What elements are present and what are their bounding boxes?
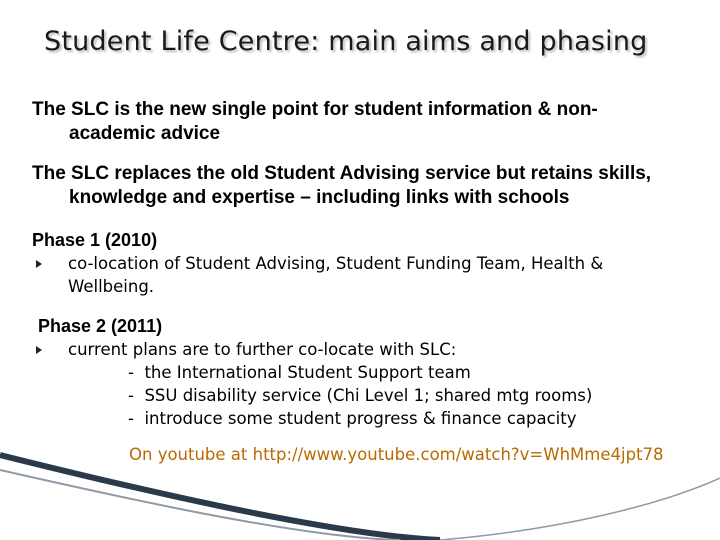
aim-1-line-2: academic advice [69, 123, 221, 144]
phase-1-heading: Phase 1 (2010) [32, 230, 158, 250]
slide-title: Student Life Centre: main aims and phasing [44, 26, 648, 57]
phase-1-bullet-line-1: co-location of Student Advising, Student Funding Team, Health & [68, 254, 604, 273]
phase-2-sub-item: - SSU disability service (Chi Level 1; shared mtg rooms) [128, 386, 593, 405]
phase-2-bullet-line-1: current plans are to further co-locate with SLC: [68, 340, 457, 359]
phase-2-sub-item: - introduce some student progress & finance capacity [128, 409, 577, 428]
decoration-wave-fill [0, 455, 440, 540]
aim-2-line-2: knowledge and expertise – including links with schools [69, 187, 570, 208]
phase-2-heading: Phase 2 (2011) [38, 316, 163, 336]
youtube-link-text: On youtube at http://www.youtube.com/watch?v=WhMme4jpt78 [129, 445, 664, 464]
aim-2-line-1: The SLC replaces the old Student Advising service but retains skills, [32, 163, 652, 184]
phase-1-bullet-line-2: Wellbeing. [68, 277, 155, 296]
phase-2-sub-item: - the International Student Support team [128, 363, 471, 382]
decoration-wave-right [440, 478, 720, 540]
aim-1-line-1: The SLC is the new single point for student information & non- [32, 99, 598, 120]
